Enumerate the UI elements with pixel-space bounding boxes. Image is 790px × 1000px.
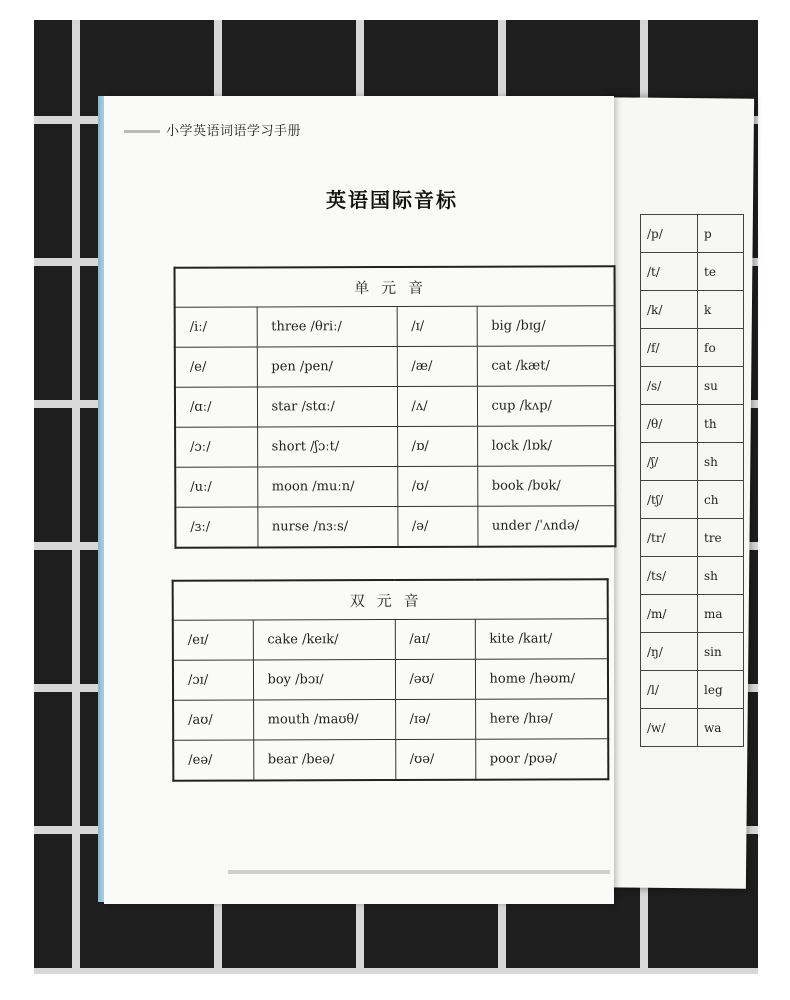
- symbol-cell: /p/: [641, 215, 698, 253]
- example-word-cell: fo: [698, 329, 744, 367]
- example-word-cell: three /θriː/: [257, 306, 397, 346]
- symbol-cell: /ɔɪ/: [173, 660, 253, 700]
- symbol-cell: /ts/: [641, 557, 698, 595]
- symbol-cell: /k/: [641, 291, 698, 329]
- symbol-cell: /ʊə/: [395, 739, 475, 780]
- symbol-cell: /uː/: [175, 467, 257, 507]
- example-word-cell: pen /pen/: [257, 346, 397, 386]
- example-word-cell: bear /beə/: [253, 739, 395, 780]
- example-word-cell: big /bɪɡ/: [477, 306, 615, 346]
- example-word-cell: here /hɪə/: [475, 699, 608, 739]
- symbol-cell: /ʌ/: [397, 386, 477, 426]
- symbol-cell: /iː/: [175, 307, 257, 347]
- symbol-cell: /æ/: [397, 346, 477, 386]
- symbol-cell: /ɑː/: [175, 387, 257, 427]
- example-word-cell: cup /kʌp/: [477, 386, 615, 426]
- example-word-cell: moon /muːn/: [257, 466, 397, 506]
- example-word-cell: sin: [698, 633, 744, 671]
- example-word-cell: lock /lɒk/: [477, 426, 615, 466]
- table-row: [173, 699, 608, 741]
- book-header-title: 小学英语词语学习手册: [166, 124, 302, 139]
- example-word-cell: star /stɑː/: [257, 386, 397, 426]
- symbol-cell: /eɪ/: [173, 620, 253, 660]
- table-row: [175, 426, 615, 468]
- symbol-cell: /ɪ/: [397, 306, 477, 346]
- example-word-cell: mouth /maʊθ/: [253, 699, 395, 739]
- example-word-cell: wa: [698, 709, 744, 747]
- symbol-cell: /f/: [641, 329, 698, 367]
- table-row: [175, 466, 615, 508]
- table-row: [641, 291, 744, 329]
- table-row: [173, 739, 608, 781]
- table-row: [641, 481, 744, 519]
- example-word-cell: book /bʊk/: [477, 466, 615, 506]
- symbol-cell: /tʃ/: [641, 481, 698, 519]
- table-row: [175, 306, 615, 348]
- symbol-cell: /aɪ/: [395, 619, 475, 659]
- example-word-cell: under /ˈʌndə/: [477, 506, 615, 547]
- next-page-table: [640, 214, 744, 747]
- example-word-cell: tre: [698, 519, 744, 557]
- symbol-cell: /ŋ/: [641, 633, 698, 671]
- example-word-cell: home /həʊm/: [475, 659, 608, 699]
- page-title: 英语国际音标: [326, 188, 458, 212]
- table-row: [175, 346, 615, 388]
- symbol-cell: /ə/: [397, 506, 477, 547]
- example-word-cell: kite /kaɪt/: [475, 619, 608, 659]
- symbol-cell: /ɒ/: [397, 426, 477, 466]
- symbol-cell: /s/: [641, 367, 698, 405]
- example-word-cell: k: [698, 291, 744, 329]
- symbol-cell: /ʊ/: [397, 466, 477, 506]
- diphthong-table: [172, 578, 610, 782]
- example-word-cell: p: [698, 215, 744, 253]
- table-row: [641, 709, 744, 747]
- table-row: [641, 443, 744, 481]
- example-word-cell: ch: [698, 481, 744, 519]
- table-row: [173, 659, 608, 701]
- symbol-cell: /ɔː/: [175, 427, 257, 467]
- symbol-cell: /m/: [641, 595, 698, 633]
- example-word-cell: poor /pʊə/: [475, 739, 608, 780]
- example-word-cell: cake /keɪk/: [253, 619, 395, 659]
- table-row: [641, 595, 744, 633]
- monophthong-table: [174, 265, 617, 549]
- symbol-cell: /eə/: [173, 740, 253, 781]
- table-row: [175, 386, 615, 428]
- table-row: [641, 671, 744, 709]
- example-word-cell: short /ʃɔːt/: [257, 426, 397, 466]
- symbol-cell: /ɪə/: [395, 699, 475, 739]
- example-word-cell: cat /kæt/: [477, 346, 615, 386]
- table-row: [641, 519, 744, 557]
- table-row: [641, 253, 744, 291]
- footer-rule: [228, 870, 610, 874]
- symbol-cell: /w/: [641, 709, 698, 747]
- example-word-cell: leg: [698, 671, 744, 709]
- symbol-cell: /ɜː/: [175, 507, 257, 548]
- symbol-cell: /tr/: [641, 519, 698, 557]
- symbol-cell: /t/: [641, 253, 698, 291]
- example-word-cell: boy /bɔɪ/: [253, 659, 395, 699]
- table-row: [641, 405, 744, 443]
- example-word-cell: nurse /nɜːs/: [257, 506, 397, 547]
- symbol-cell: /ʃ/: [641, 443, 698, 481]
- header-rule: [124, 130, 160, 133]
- symbol-cell: /aʊ/: [173, 700, 253, 740]
- table-row: [173, 619, 608, 661]
- table-caption: 单元音: [175, 266, 615, 307]
- example-word-cell: th: [698, 405, 744, 443]
- example-word-cell: su: [698, 367, 744, 405]
- symbol-cell: /əʊ/: [395, 659, 475, 699]
- table-row: [641, 367, 744, 405]
- symbol-cell: /θ/: [641, 405, 698, 443]
- example-word-cell: ma: [698, 595, 744, 633]
- example-word-cell: sh: [698, 557, 744, 595]
- table-row: [641, 633, 744, 671]
- table-row: [641, 557, 744, 595]
- table-row: [641, 215, 744, 253]
- table-row: [175, 506, 615, 548]
- example-word-cell: te: [698, 253, 744, 291]
- example-word-cell: sh: [698, 443, 744, 481]
- symbol-cell: /e/: [175, 347, 257, 387]
- table-caption: 双元音: [173, 579, 608, 620]
- symbol-cell: /l/: [641, 671, 698, 709]
- table-row: [641, 329, 744, 367]
